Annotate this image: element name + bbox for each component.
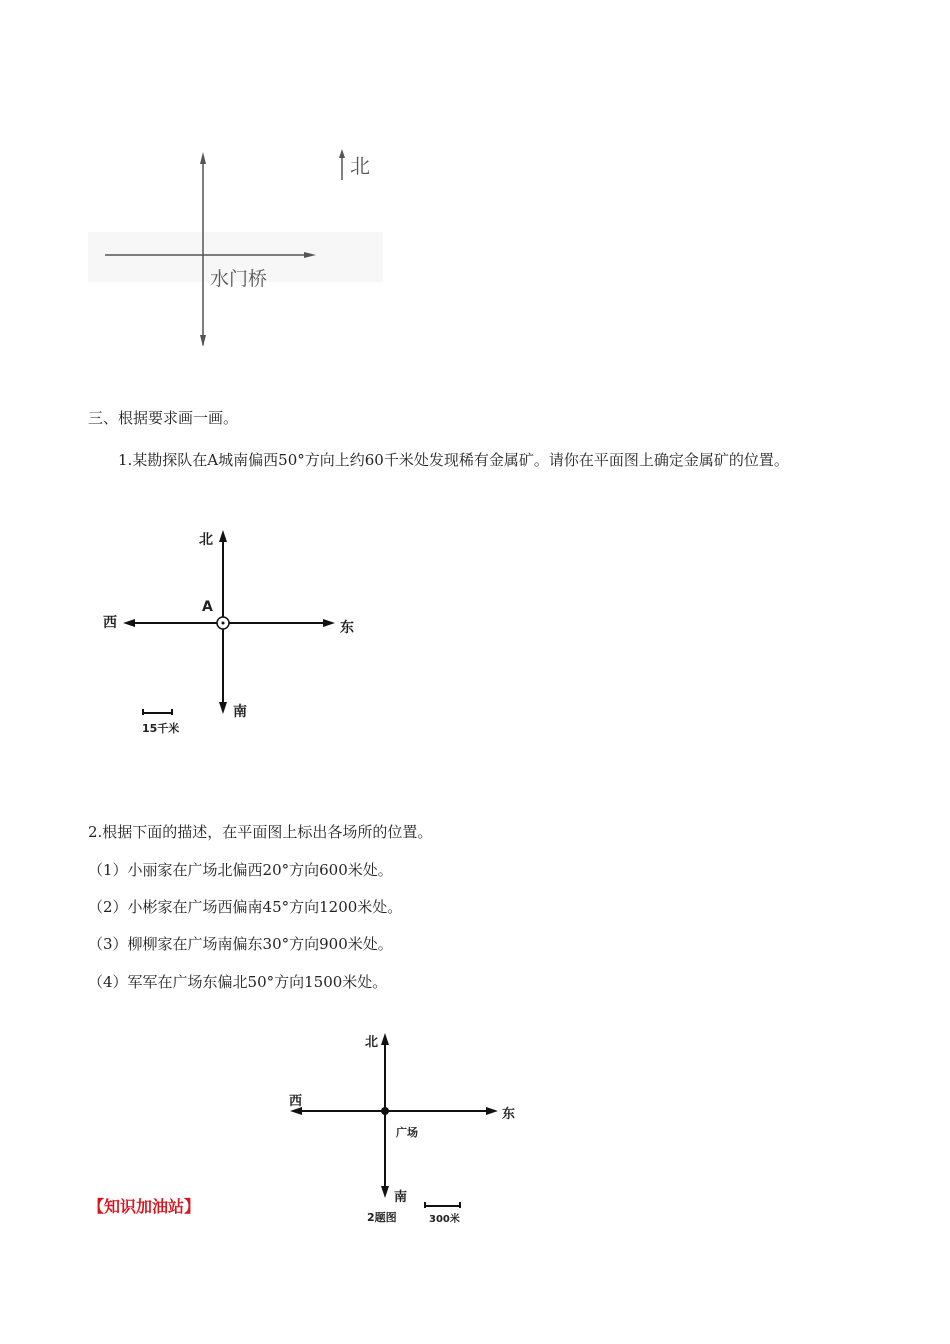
north-indicator-head: [339, 149, 345, 158]
question-2: 2.根据下面的描述，在平面图上标出各场所的位置。: [88, 823, 433, 841]
section-heading: 三、根据要求画一画。: [88, 409, 239, 427]
north-arrow-head: [381, 1033, 389, 1045]
question-2-item: （1）小丽家在广场北偏西20°方向600米处。: [88, 861, 393, 879]
fig2-west-label: 西: [289, 1094, 303, 1109]
fig1-east-label: 东: [340, 620, 354, 636]
arrow-right: [304, 252, 316, 258]
question-2-item: （3）柳柳家在广场南偏东30°方向900米处。: [88, 935, 393, 953]
knowledge-station-title: 【知识加油站】: [88, 1197, 201, 1216]
fig1-point-a-label: A: [202, 599, 213, 615]
water-gate-bridge-label: 水门桥: [210, 268, 268, 290]
fig1-west-label: 西: [103, 615, 117, 631]
north-arrow-head: [219, 530, 227, 542]
fig2-caption: 2题图: [367, 1211, 397, 1224]
west-arrow-head: [123, 619, 135, 627]
fig2-south-label: 南: [394, 1190, 408, 1205]
arrow-up: [200, 152, 206, 164]
fig1-scale-label: 15千米: [142, 722, 180, 735]
south-arrow-head: [219, 702, 227, 714]
compass-figure-a: [95, 525, 365, 740]
plaza-point: [381, 1107, 389, 1115]
fig1-north-label: 北: [199, 532, 213, 548]
east-arrow-head: [486, 1107, 498, 1115]
question-1: 1.某勘探队在A城南偏西50°方向上约60千米处发现稀有金属矿。请你在平面图上确定金属矿的位置。: [118, 451, 789, 469]
fig2-plaza-label: 广场: [396, 1126, 418, 1139]
question-2-item: （2）小彬家在广场西偏南45°方向1200米处。: [88, 898, 403, 916]
fig2-north-label: 北: [365, 1035, 379, 1050]
fig2-east-label: 东: [502, 1107, 516, 1122]
east-arrow-head: [323, 619, 335, 627]
question-2-item: （4）军军在广场东偏北50°方向1500米处。: [88, 973, 388, 991]
fig1-south-label: 南: [233, 704, 247, 720]
south-arrow-head: [381, 1186, 389, 1198]
fig2-scale-label: 300米: [429, 1214, 460, 1225]
water-gate-bridge-figure: [90, 140, 390, 360]
arrow-down: [200, 335, 206, 347]
point-a-dot: [222, 622, 225, 625]
north-label: 北: [350, 154, 370, 178]
